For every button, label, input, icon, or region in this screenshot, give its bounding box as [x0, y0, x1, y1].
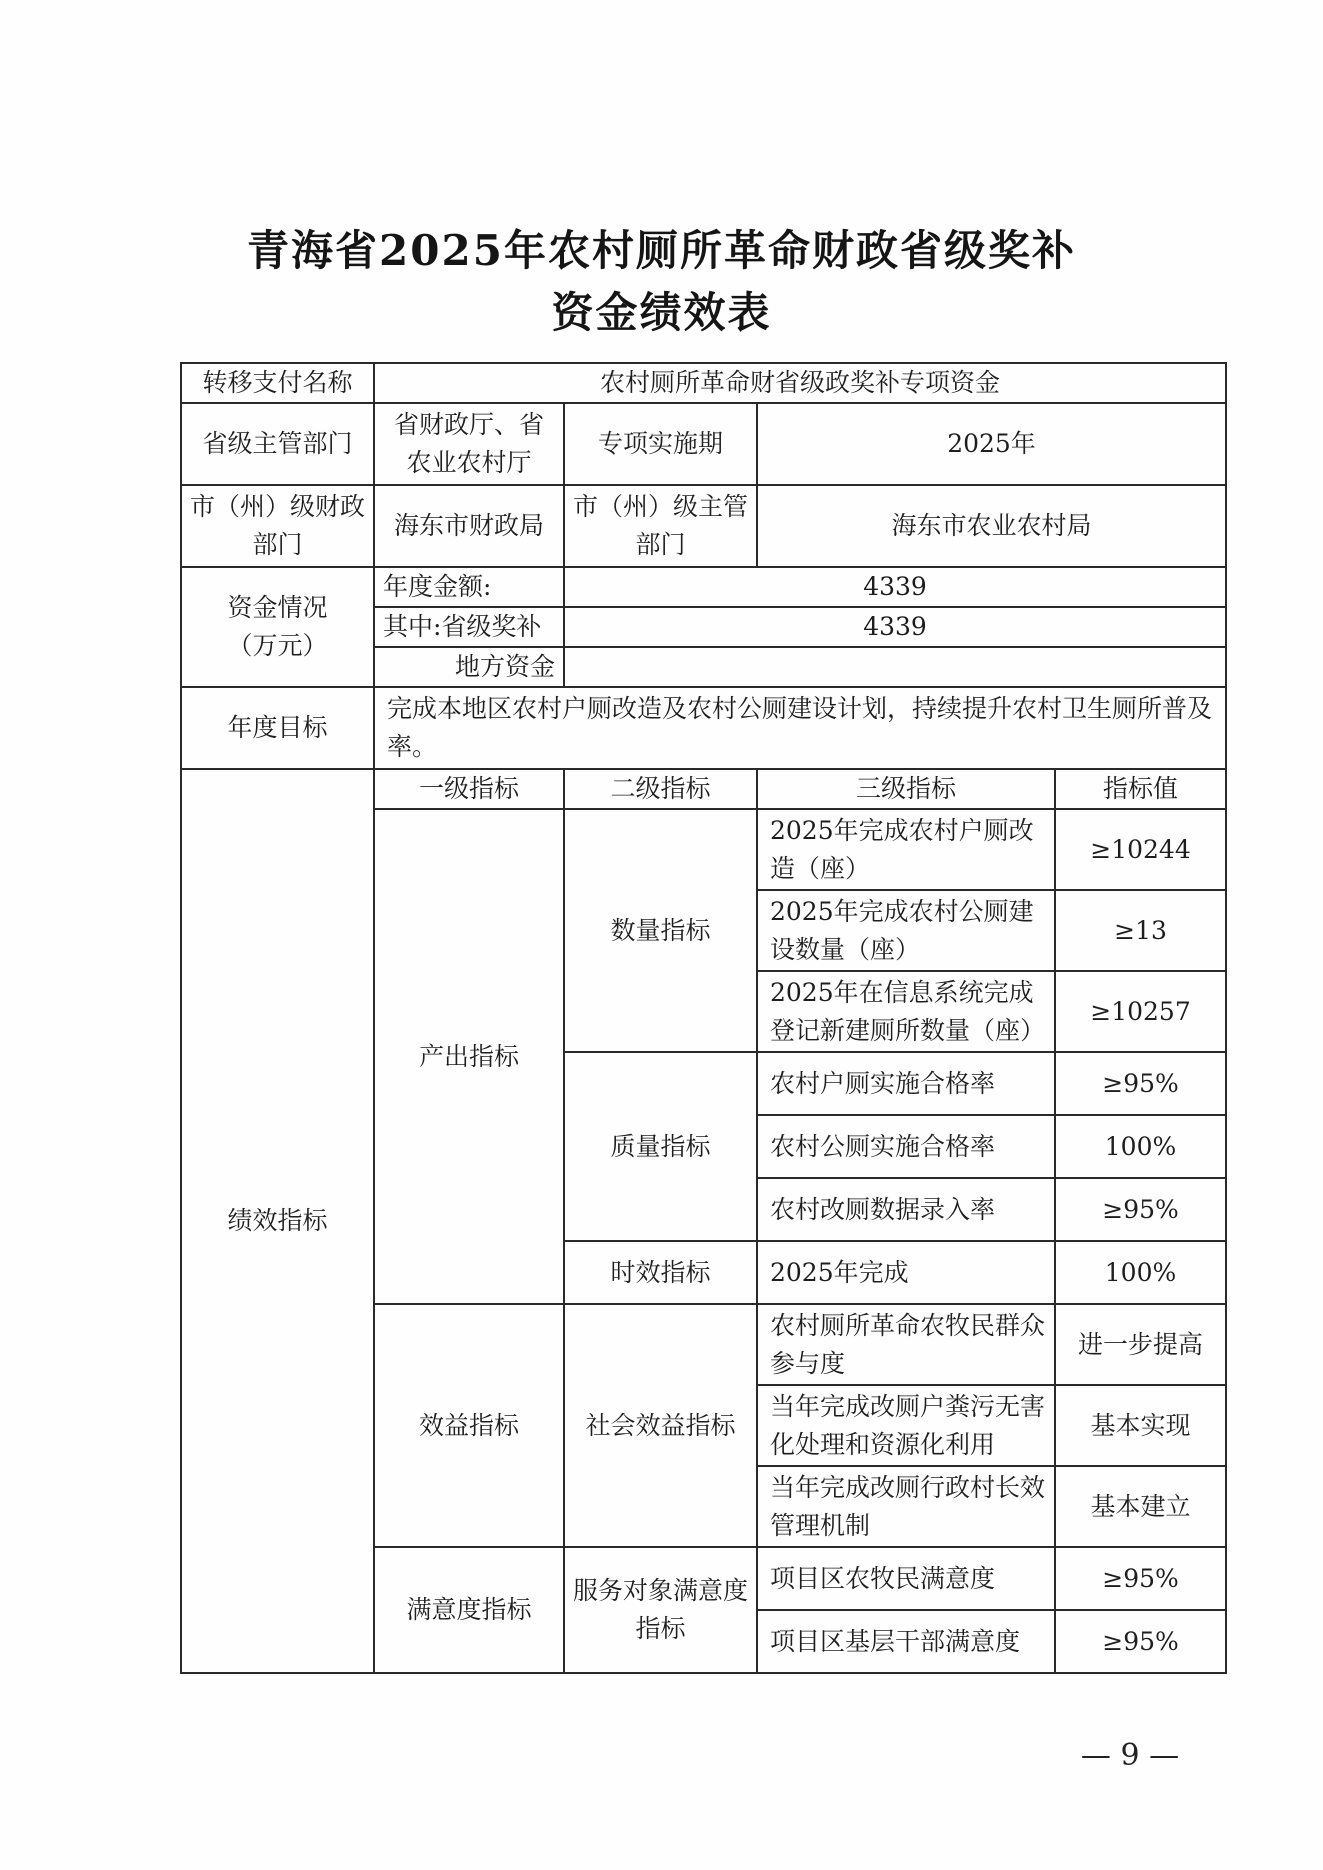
indicator-name: 农村改厕数据录入率	[757, 1178, 1055, 1241]
table-row	[181, 363, 1226, 403]
indicator-value: ≥10244	[1055, 809, 1226, 890]
indicator-name: 2025年完成	[757, 1241, 1055, 1304]
indicator-value: ≥10257	[1055, 971, 1226, 1052]
performance-table	[180, 362, 1227, 1674]
transfer-name-value: 农村厕所革命财省级政奖补专项资金	[374, 363, 1226, 403]
indicator-name: 当年完成改厕行政村长效管理机制	[757, 1466, 1055, 1547]
annual-goal-label: 年度目标	[181, 687, 374, 769]
indicator-name: 当年完成改厕户粪污无害化处理和资源化利用	[757, 1385, 1055, 1466]
social-benefit-indicator-label: 社会效益指标	[564, 1304, 757, 1547]
header-value: 指标值	[1055, 769, 1226, 809]
table-row	[181, 687, 1226, 769]
performance-indicators-label: 绩效指标	[181, 769, 374, 1673]
fund-annual-label: 年度金额:	[374, 567, 564, 607]
city-finance-value: 海东市财政局	[374, 485, 564, 567]
indicator-value: ≥13	[1055, 890, 1226, 971]
table-row	[181, 567, 1226, 607]
annual-goal-value: 完成本地区农村户厕改造及农村公厕建设计划，持续提升农村卫生厕所普及率。	[374, 687, 1226, 769]
page-title-line1: 青海省2025年农村厕所革命财政省级奖补	[247, 226, 1076, 275]
fund-provincial-label: 其中:省级奖补	[374, 607, 564, 647]
table-row	[181, 769, 1226, 809]
table-row	[181, 485, 1226, 567]
fund-annual-value: 4339	[564, 567, 1226, 607]
indicator-name: 2025年完成农村户厕改造（座）	[757, 809, 1055, 890]
provincial-dept-value: 省财政厅、省农业农村厅	[374, 403, 564, 485]
benefit-indicator-label: 效益指标	[374, 1304, 564, 1547]
transfer-name-label: 转移支付名称	[181, 363, 374, 403]
indicator-value: ≥95%	[1055, 1178, 1226, 1241]
fund-provincial-value: 4339	[564, 607, 1226, 647]
page-number: — 9 —	[1080, 1738, 1180, 1773]
output-indicator-label: 产出指标	[374, 809, 564, 1304]
indicator-name: 农村厕所革命农牧民群众参与度	[757, 1304, 1055, 1385]
period-value: 2025年	[757, 403, 1226, 485]
table-row	[181, 403, 1226, 485]
header-level2: 二级指标	[564, 769, 757, 809]
city-dept-value: 海东市农业农村局	[757, 485, 1226, 567]
indicator-value: 基本实现	[1055, 1385, 1226, 1466]
fund-label: 资金情况（万元）	[181, 567, 374, 687]
provincial-dept-label: 省级主管部门	[181, 403, 374, 485]
indicator-name: 2025年在信息系统完成登记新建厕所数量（座）	[757, 971, 1055, 1052]
page-title-line2: 资金绩效表	[551, 288, 772, 337]
service-satisfaction-indicator-label: 服务对象满意度指标	[564, 1547, 757, 1673]
quality-indicator-label: 质量指标	[564, 1052, 757, 1241]
indicator-name: 2025年完成农村公厕建设数量（座）	[757, 890, 1055, 971]
indicator-value: 100%	[1055, 1115, 1226, 1178]
indicator-value: ≥95%	[1055, 1052, 1226, 1115]
header-level1: 一级指标	[374, 769, 564, 809]
indicator-name: 项目区基层干部满意度	[757, 1610, 1055, 1673]
header-level3: 三级指标	[757, 769, 1055, 809]
quantity-indicator-label: 数量指标	[564, 809, 757, 1052]
timeliness-indicator-label: 时效指标	[564, 1241, 757, 1304]
indicator-name: 项目区农牧民满意度	[757, 1547, 1055, 1610]
indicator-value: 100%	[1055, 1241, 1226, 1304]
indicator-value: ≥95%	[1055, 1610, 1226, 1673]
city-finance-label: 市（州）级财政部门	[181, 485, 374, 567]
indicator-name: 农村户厕实施合格率	[757, 1052, 1055, 1115]
indicator-value: 基本建立	[1055, 1466, 1226, 1547]
indicator-value: 进一步提高	[1055, 1304, 1226, 1385]
satisfaction-indicator-label: 满意度指标	[374, 1547, 564, 1673]
indicator-name: 农村公厕实施合格率	[757, 1115, 1055, 1178]
fund-local-label: 地方资金	[374, 647, 564, 687]
period-label: 专项实施期	[564, 403, 757, 485]
city-dept-label: 市（州）级主管部门	[564, 485, 757, 567]
fund-local-value	[564, 647, 1226, 687]
indicator-value: ≥95%	[1055, 1547, 1226, 1610]
